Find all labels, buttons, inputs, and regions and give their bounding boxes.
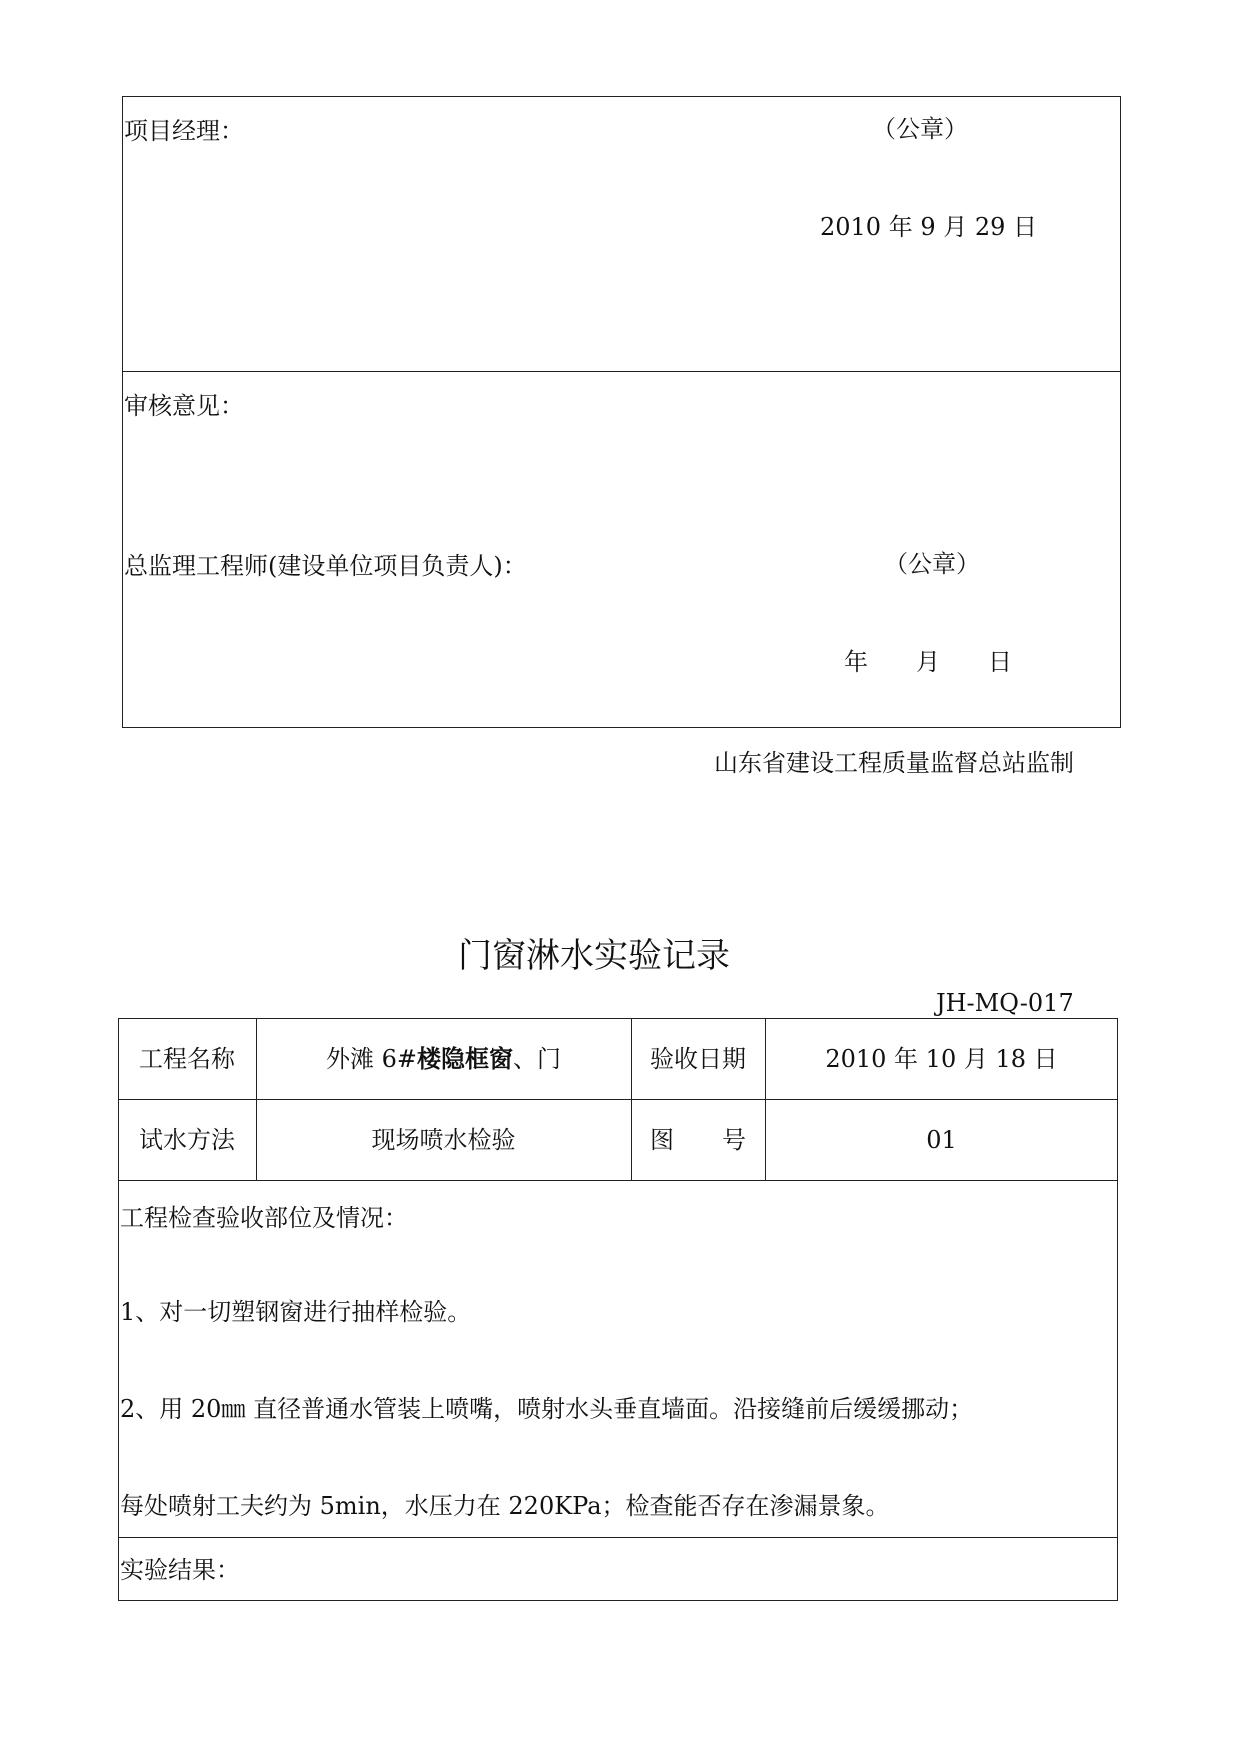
inspection-line-1: 1、对一切塑钢窗进行抽样检验。	[120, 1298, 472, 1326]
project-name-bold: 楼隐框窗	[417, 1044, 513, 1073]
manager-label: 项目经理：	[124, 117, 244, 145]
approval-box	[122, 96, 1121, 728]
table-row-divider	[118, 1537, 1118, 1538]
approval-divider	[122, 371, 1121, 372]
accept-date-value: 2010 年 10 月 18 日	[825, 1045, 1058, 1073]
test-method-label: 试水方法	[139, 1126, 235, 1154]
accept-date-label: 验收日期	[650, 1045, 746, 1073]
table-row-divider	[118, 1099, 1118, 1100]
table-col-divider	[631, 1018, 632, 1180]
record-title: 门窗淋水实验记录	[458, 936, 730, 976]
table-row-divider	[118, 1180, 1118, 1181]
project-name-prefix: 外滩 6#	[325, 1045, 417, 1073]
project-name-label: 工程名称	[139, 1045, 235, 1073]
inspection-heading: 工程检查验收部位及情况：	[120, 1204, 408, 1232]
manager-seal: （公章）	[872, 115, 968, 143]
result-label: 实验结果：	[120, 1556, 240, 1584]
footer-note: 山东省建设工程质量监督总站监制	[714, 749, 1074, 777]
project-name-value	[256, 1044, 631, 1074]
project-name-suffix: 、门	[513, 1045, 561, 1073]
table-col-divider	[256, 1018, 257, 1180]
drawing-no-value: 01	[926, 1126, 957, 1154]
manager-date: 2010 年 9 月 29 日	[820, 213, 1038, 241]
drawing-no-label: 图 号	[650, 1126, 746, 1154]
test-method-value: 现场喷水检验	[371, 1126, 516, 1154]
review-label: 审核意见：	[124, 392, 244, 420]
chief-engineer-label: 总监理工程师(建设单位项目负责人)：	[124, 552, 527, 580]
chief-date: 年 月 日	[844, 648, 1012, 676]
table-col-divider	[765, 1018, 766, 1180]
inspection-line-3: 每处喷射工夫约为 5min，水压力在 220KPa；检查能否存在渗漏景象。	[120, 1492, 890, 1520]
record-code: JH-MQ-017	[936, 989, 1074, 1017]
chief-seal: （公章）	[884, 550, 980, 578]
inspection-line-2: 2、用 20㎜ 直径普通水管装上喷嘴，喷射水头垂直墙面。沿接缝前后缓缓挪动；	[120, 1395, 974, 1423]
